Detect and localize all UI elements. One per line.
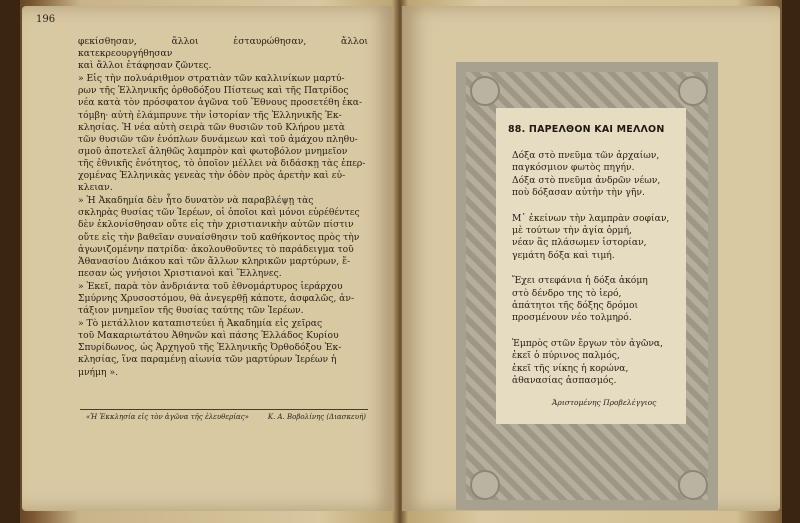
stanza: Μ᾽ ἐκείνων τὴν λαμπρὰν σοφίαν, μὲ τούτων τὴν ἁγία ὁρμή, νέαν ἂς πλάσωμεν ἱστορίαν, γεμάτη δόξα καὶ τιμή.: [512, 212, 670, 261]
corner-ornament-icon: [470, 470, 500, 500]
left-binding-edge: [0, 0, 20, 523]
page-number: 196: [36, 14, 56, 25]
paragraph: » Εἰς τὴν πολυάριθμον στρατιὰν τῶν καλλινίκων μαρτύ- ρων τῆς Ἑλληνικῆς ὀρθοδόξου Πίστεως καὶ τῆς Πατρίδος νέα κατὰ τὸν πρόσφατον ἀγῶνα τοῦ Ἔθνους προσετέθη ἑκα- τόμβη· αὐτὴ ἐλάμπρυνε τὴν ἱστορίαν τῆς Ἑλληνικῆς Ἐκ- κλησίας. Ἡ νέα αὐτὴ σειρὰ τῶν θυσιῶν τοῦ Κλήρου μετὰ τῶν θυσιῶν τῶν ἐνόπλων δυνάμεων καὶ τοῦ ἀμάχου πληθυ- σμοῦ ἀποτελεῖ ἀληθῶς λαμπρὸν καὶ φωτοβόλον μνημεῖον τῆς ἐθνικῆς ἑνότητος, τὸ ὁποῖον μέλλει νὰ διδάσκῃ τὰς ἐπερ- χομένας Ἑλληνικὰς γενεὰς τὴν ὁδὸν πρὸς ἀρετὴν καὶ εὐ- κλειαν.: [78, 73, 366, 194]
footnote-source: «Ἡ Ἐκκλησία εἰς τὸν ἀγῶνα τῆς ἐλευθερίας»: [86, 413, 249, 421]
footnote-divider: [80, 409, 368, 410]
poem-author: Ἀριστομένης Προβελέγγιος: [552, 398, 657, 407]
paragraph: » Ἡ Ἀκαδημία δὲν ἦτο δυνατὸν νὰ παραβλέψῃ τὰς σκληρὰς θυσίας τῶν Ἱερέων, οἱ ὁποῖοι καὶ μόνοι εὑρέθέντες δὲν ἐκλονίσθησαν οὔτε εἰς τὴν χριστιανικὴν αὐτῶν πίστιν οὔτε εἰς τὴν βαθεῖαν συναίσθησιν τοῦ καθήκοντος πρὸς τὴν ἀγωνιζομένην πατρίδα· ἀκολουθοῦντες τὸ παράδειγμα τοῦ Ἀθανασίου Διάκου καὶ τῶν ἄλλων κληρικῶν μαρτύρων, ἔ- πεσαν ὡς γνήσιοι Χριστιανοὶ καὶ Ἕλληνες.: [78, 195, 360, 279]
left-page-body: [78, 36, 368, 380]
corner-ornament-icon: [678, 76, 708, 106]
stanza: Δόξα στὸ πνεῦμα τῶν ἀρχαίων, παγκόσμιον φωτὸς πηγήν. Δόξα στὸ πνεῦμα ἀνδρῶν νέων, ποὺ δόξασαν αὐτὴν τὴν γῆν.: [512, 150, 661, 199]
stanza: Ἐμπρὸς στῶν ἔργων τὸν ἀγῶνα, ἐκεῖ ὁ πύρινος παλμός, ἐκεῖ τῆς νίκης ἡ κορώνα, ἀθανασίας ἀσπασμός.: [512, 337, 664, 387]
paragraph: » Ἐκεῖ, παρὰ τὸν ἀνδριάντα τοῦ ἐθνομάρτυρος ἱεράρχου Σμύρνης Χρυσοστόμου, θὰ ἀνεγερθῇ κάποτε, ἀσφαλῶς, ἀν- τάξιον μνημεῖον τῆς θυσίας ταύτης τῶν Ἱερέων.: [78, 280, 355, 317]
corner-ornament-icon: [678, 470, 708, 500]
paragraph: » Τὸ μετάλλιον καταπιστεύει ἡ Ἀκαδημία εἰς χεῖρας τοῦ Μακαριωτάτου Ἀθηνῶν καὶ πάσης Ἑλλάδος Κυρίου Σπυρίδωνος, ὡς Ἀρχηγοῦ τῆς Ἑλληνικῆς Ὀρθοδόξου Ἐκ- κλησίας, ἵνα παραμένῃ αἰωνία τῶν μαρτύρων Ἱερέων ἡ μνήμη ».: [78, 318, 342, 378]
poem-title: 88. ΠΑΡΕΛΘΟΝ ΚΑΙ ΜΕΛΛΟΝ: [508, 124, 665, 135]
corner-ornament-icon: [470, 76, 500, 106]
right-binding-edge: [782, 0, 800, 523]
footnote-author: Κ. Α. Βοβολίνης (Διασκευή): [267, 413, 366, 421]
poem-body: [512, 150, 682, 401]
footnote: [86, 413, 366, 421]
stanza: Ἔχει στεφάνια ἡ δόξα ἀκόμη στὸ δένδρο της τὸ ἱερό, ἀπάτητοι τῆς δόξης δρόμοι προσμένουν νέο τολμηρό.: [512, 275, 648, 324]
paragraph: φεκίσθησαν, ἄλλοι ἐσταυρώθησαν, ἄλλοι κατεκρεουργήθησαν καὶ ἄλλοι ἐτάφησαν ζῶντες.: [78, 36, 368, 72]
